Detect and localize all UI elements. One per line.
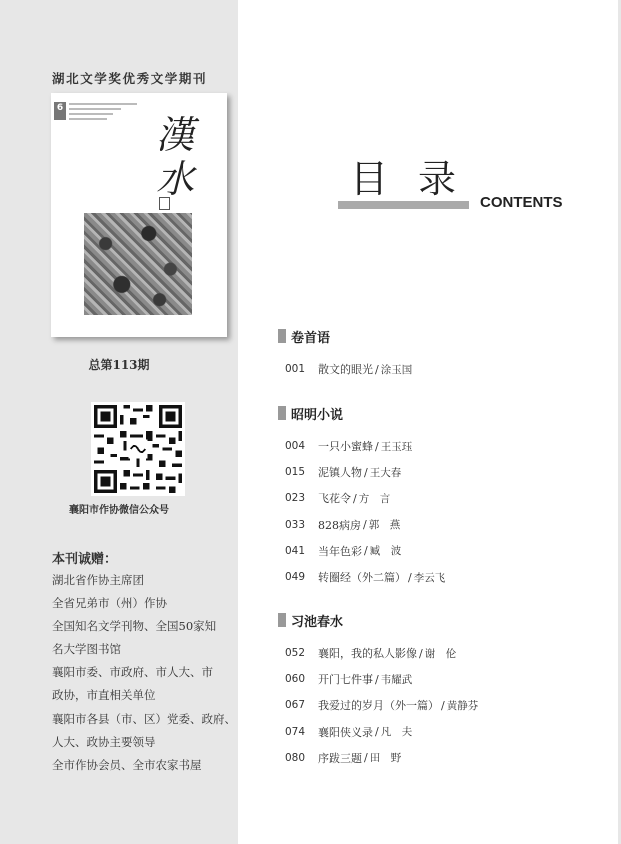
- toc-author: 李云飞: [413, 571, 446, 584]
- section-marker: [278, 329, 286, 343]
- toc-entry[interactable]: [278, 512, 598, 538]
- toc-entry[interactable]: [278, 666, 598, 692]
- toc-entry[interactable]: [278, 356, 598, 382]
- section-heading: [278, 612, 598, 628]
- toc-title: 序跋三题: [318, 751, 362, 765]
- cover-calligraphy-title: 漢水: [155, 113, 194, 201]
- toc-page-number: 041: [285, 544, 306, 557]
- section-marker: [278, 613, 286, 627]
- toc-page-number: 015: [285, 466, 306, 479]
- toc-separator: /: [408, 570, 412, 584]
- section-heading-text: 卷首语: [291, 330, 331, 346]
- gift-line: 全市作协会员、全市农家书屋: [52, 757, 202, 772]
- page-title: [350, 148, 456, 203]
- section-heading-text: 习池春水: [291, 614, 344, 630]
- gift-heading: 本刊诚赠：: [52, 552, 118, 567]
- toc-author: 黄静芬: [446, 699, 479, 712]
- toc-entry[interactable]: [278, 719, 598, 745]
- toc-author: 臧 波: [369, 545, 402, 558]
- cover-artwork: [84, 213, 192, 315]
- toc-title: 开门七件事: [318, 673, 373, 687]
- toc-page-number: 023: [285, 492, 306, 505]
- toc-title: 我爱过的岁月（外一篇）: [318, 699, 439, 713]
- toc-separator: /: [364, 751, 368, 765]
- gift-line: 名大学图书馆: [52, 642, 121, 657]
- toc-entry[interactable]: [278, 745, 598, 771]
- section-heading: [278, 405, 598, 421]
- toc-page-number: 052: [285, 647, 306, 660]
- section-marker: [278, 406, 286, 420]
- toc-title: 襄阳，我的私人影像: [318, 647, 417, 661]
- toc-section: [278, 328, 598, 382]
- toc-entry[interactable]: [278, 538, 598, 564]
- gift-line: 人大、政协主要领导: [52, 734, 156, 749]
- toc-entry[interactable]: [278, 433, 598, 459]
- cover-small-text: [69, 103, 139, 123]
- toc-separator: /: [364, 544, 368, 558]
- toc-separator: /: [419, 646, 423, 660]
- qr-code[interactable]: [91, 402, 185, 496]
- gift-line: 政协，市直相关单位: [52, 688, 156, 703]
- section-heading-text: 昭明小说: [291, 407, 344, 423]
- title-underline-bar: [338, 201, 469, 209]
- sidebar: [0, 0, 238, 844]
- cover-seal: [159, 197, 170, 210]
- page-title-char: 录: [418, 157, 457, 201]
- toc-entry[interactable]: [278, 485, 598, 511]
- qr-caption: 襄阳市作协微信公众号: [69, 505, 169, 516]
- toc-separator: /: [353, 491, 357, 505]
- toc-separator: /: [375, 672, 379, 686]
- toc-separator: /: [441, 698, 445, 712]
- toc-author: 凡 夫: [380, 726, 413, 739]
- toc-separator: /: [375, 725, 379, 739]
- page-title-char: 目: [350, 157, 389, 201]
- toc-title: 一只小蜜蜂: [318, 440, 373, 454]
- cover-issue-number: 6: [54, 102, 66, 120]
- toc-entry[interactable]: [278, 692, 598, 718]
- toc-title: 襄阳侠义录: [318, 725, 373, 739]
- toc-page-number: 033: [285, 518, 306, 531]
- toc-separator: /: [375, 439, 379, 453]
- toc-title: 转圈经（外二篇）: [318, 571, 406, 585]
- issue-total-number: 总第113期: [88, 358, 150, 372]
- toc-entry[interactable]: [278, 640, 598, 666]
- toc-section: [278, 405, 598, 590]
- toc-page-number: 067: [285, 699, 306, 712]
- toc-title: 散文的眼光: [318, 363, 373, 377]
- journal-award-title: 湖北文学奖优秀文学期刊: [52, 71, 208, 86]
- gift-list: [52, 569, 236, 777]
- toc-separator: /: [363, 518, 367, 532]
- toc-title: 泥镇人物: [318, 466, 362, 480]
- gift-line: 全国知名文学刊物、全国50家知: [52, 619, 217, 634]
- toc-author: 郭 燕: [368, 519, 401, 532]
- toc-author: 涂玉国: [380, 363, 413, 376]
- toc-page-number: 060: [285, 673, 306, 686]
- toc-author: 方 言: [358, 492, 391, 505]
- toc-separator: /: [364, 465, 368, 479]
- toc-title: 828病房: [318, 518, 361, 532]
- toc-page-number: 004: [285, 440, 306, 453]
- toc-entry[interactable]: [278, 564, 598, 590]
- toc-author: 王大春: [369, 466, 402, 479]
- contents-label: CONTENTS: [480, 194, 563, 211]
- gift-line: 湖北省作协主席团: [52, 573, 144, 587]
- gift-line: 襄阳市委、市政府、市人大、市: [52, 665, 213, 680]
- gift-line: 襄阳市各县（市、区）党委、政府、: [52, 711, 236, 726]
- toc-separator: /: [375, 362, 379, 376]
- toc-author: 王玉珏: [380, 440, 413, 453]
- toc-author: 谢 伦: [424, 647, 457, 660]
- toc-title: 当年色彩: [318, 544, 362, 558]
- magazine-cover-image: [51, 93, 227, 337]
- gift-line: 全省兄弟市（州）作协: [52, 596, 167, 611]
- toc-entry[interactable]: [278, 459, 598, 485]
- toc-page-number: 049: [285, 571, 306, 584]
- toc-page-number: 001: [285, 363, 306, 376]
- section-heading: [278, 328, 598, 344]
- toc-page-number: 080: [285, 751, 306, 764]
- toc-author: 韦耀武: [380, 673, 413, 686]
- toc-page-number: 074: [285, 725, 306, 738]
- toc-author: 田 野: [369, 752, 402, 765]
- toc-title: 飞花令: [318, 492, 351, 506]
- toc-section: [278, 612, 598, 771]
